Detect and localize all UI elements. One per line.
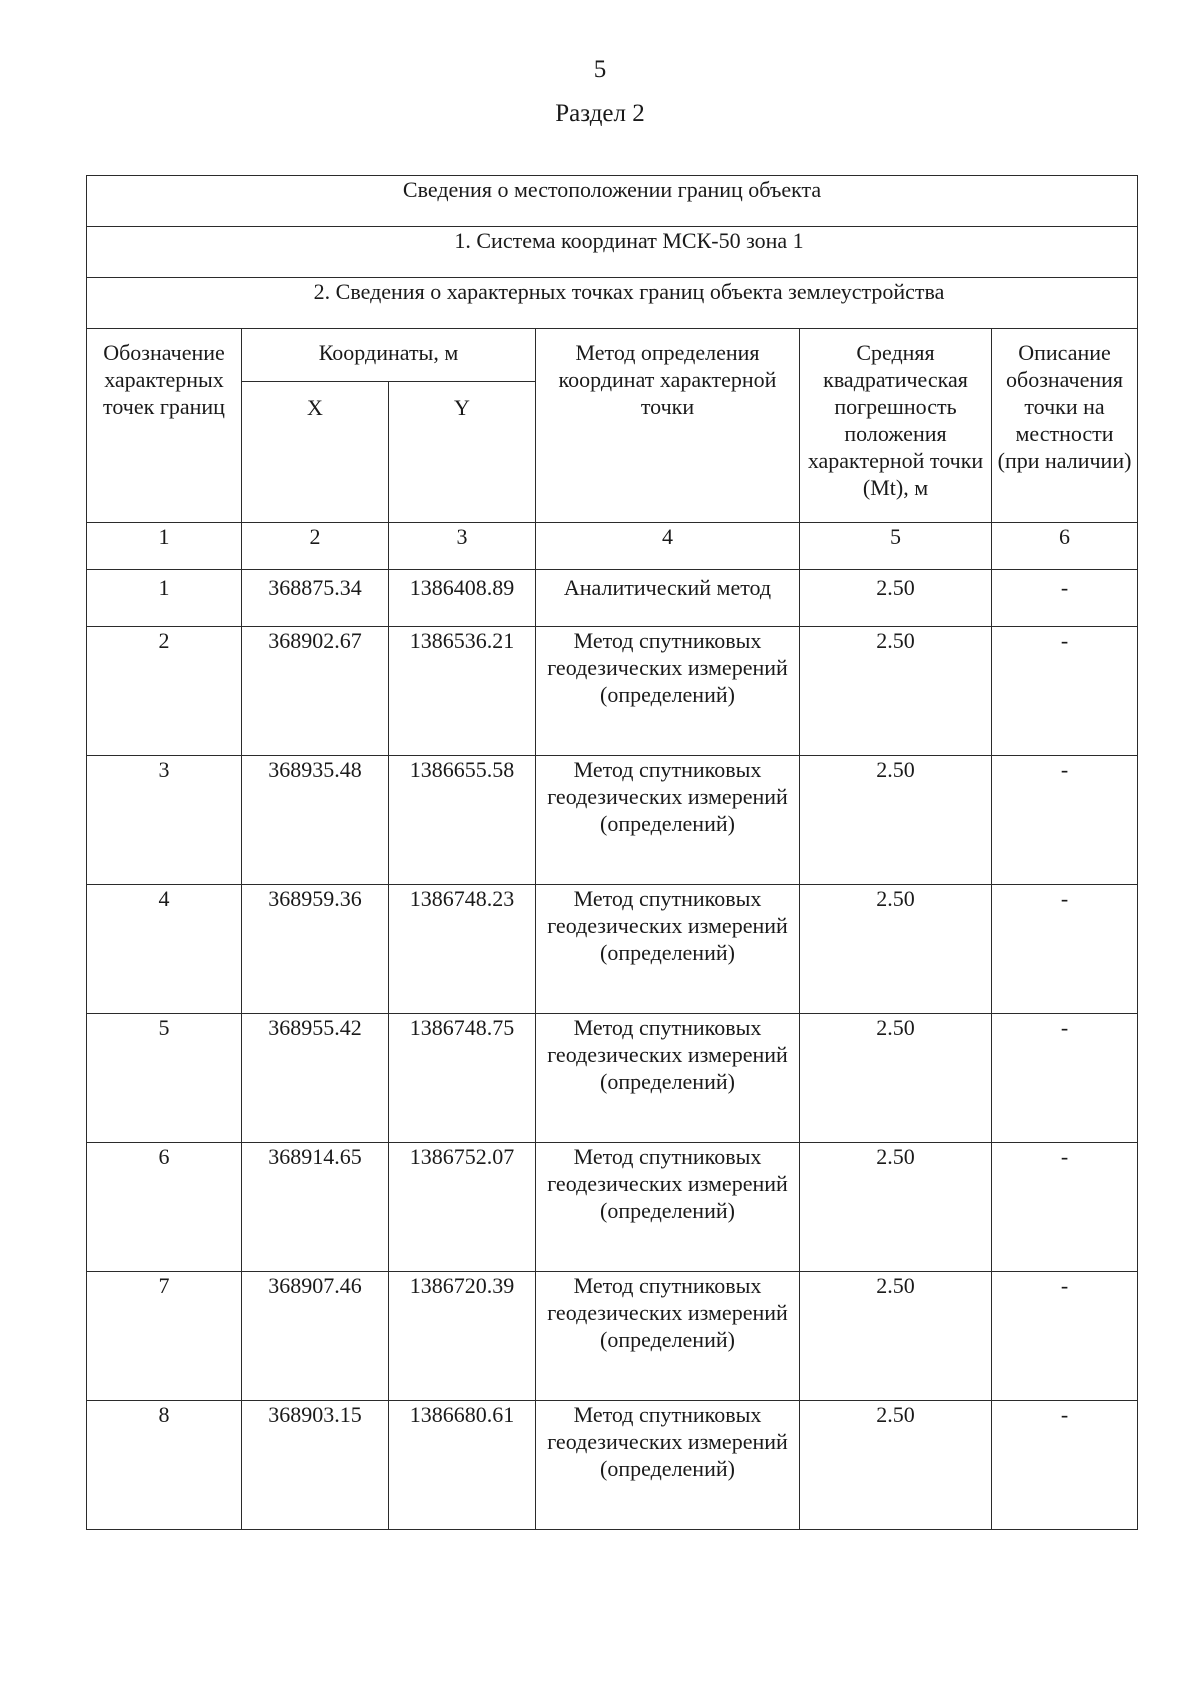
- column-number: 1: [87, 523, 242, 570]
- header-method: Метод определения координат характерной точки: [536, 329, 800, 523]
- description-cell: -: [992, 1143, 1138, 1272]
- column-number: 4: [536, 523, 800, 570]
- y-cell: 1386536.21: [389, 627, 536, 756]
- error-cell: 2.50: [800, 1401, 992, 1530]
- y-cell: 1386748.75: [389, 1014, 536, 1143]
- point-cell: 2: [87, 627, 242, 756]
- table-caption: Сведения о местоположении границ объекта: [87, 176, 1138, 227]
- description-cell: -: [992, 1401, 1138, 1530]
- method-cell: Метод спутниковых геодезических измерений (определений): [536, 1401, 800, 1530]
- x-cell: 368907.46: [242, 1272, 389, 1401]
- x-cell: 368955.42: [242, 1014, 389, 1143]
- points-info: 2. Сведения о характерных точках границ объекта землеустройства: [87, 278, 1138, 329]
- table-row: [87, 1401, 1138, 1530]
- y-cell: 1386748.23: [389, 885, 536, 1014]
- section-title: Раздел 2: [555, 100, 645, 127]
- coordinate-system: 1. Система координат МСК-50 зона 1: [87, 227, 1138, 278]
- header-y: Y: [389, 382, 536, 523]
- page-number: 5: [593, 56, 607, 83]
- error-cell: 2.50: [800, 627, 992, 756]
- table-row: [87, 1143, 1138, 1272]
- y-cell: 1386720.39: [389, 1272, 536, 1401]
- error-cell: 2.50: [800, 756, 992, 885]
- header-coordinates: Координаты, м: [242, 329, 536, 382]
- x-cell: 368875.34: [242, 570, 389, 627]
- table-row: [87, 627, 1138, 756]
- column-number: 6: [992, 523, 1138, 570]
- method-cell: Метод спутниковых геодезических измерений (определений): [536, 756, 800, 885]
- point-cell: 4: [87, 885, 242, 1014]
- table-row: [87, 1272, 1138, 1401]
- y-cell: 1386752.07: [389, 1143, 536, 1272]
- point-cell: 5: [87, 1014, 242, 1143]
- x-cell: 368903.15: [242, 1401, 389, 1530]
- column-number: 5: [800, 523, 992, 570]
- x-cell: 368935.48: [242, 756, 389, 885]
- y-cell: 1386655.58: [389, 756, 536, 885]
- description-cell: -: [992, 570, 1138, 627]
- description-cell: -: [992, 1014, 1138, 1143]
- x-cell: 368959.36: [242, 885, 389, 1014]
- method-cell: Метод спутниковых геодезических измерений (определений): [536, 1272, 800, 1401]
- table-row: [87, 885, 1138, 1014]
- point-cell: 7: [87, 1272, 242, 1401]
- method-cell: Метод спутниковых геодезических измерений (определений): [536, 885, 800, 1014]
- boundary-points-table: [86, 175, 1138, 1530]
- point-cell: 1: [87, 570, 242, 627]
- column-number: 2: [242, 523, 389, 570]
- table-row: [87, 756, 1138, 885]
- table-row: [87, 1014, 1138, 1143]
- method-cell: Аналитический метод: [536, 570, 800, 627]
- header-error: Средняя квадратическая погрешность положения характерной точки (Mt), м: [800, 329, 992, 523]
- error-cell: 2.50: [800, 570, 992, 627]
- point-cell: 8: [87, 1401, 242, 1530]
- column-number-row: [87, 523, 1138, 570]
- method-cell: Метод спутниковых геодезических измерений (определений): [536, 1143, 800, 1272]
- description-cell: -: [992, 1272, 1138, 1401]
- method-cell: Метод спутниковых геодезических измерений (определений): [536, 627, 800, 756]
- error-cell: 2.50: [800, 1143, 992, 1272]
- table-row: [87, 570, 1138, 627]
- y-cell: 1386680.61: [389, 1401, 536, 1530]
- error-cell: 2.50: [800, 1272, 992, 1401]
- x-cell: 368914.65: [242, 1143, 389, 1272]
- method-cell: Метод спутниковых геодезических измерений (определений): [536, 1014, 800, 1143]
- description-cell: -: [992, 756, 1138, 885]
- x-cell: 368902.67: [242, 627, 389, 756]
- header-point-designation: Обозначение характерных точек границ: [87, 329, 242, 523]
- column-number: 3: [389, 523, 536, 570]
- error-cell: 2.50: [800, 885, 992, 1014]
- error-cell: 2.50: [800, 1014, 992, 1143]
- header-description: Описание обозначения точки на местности (при наличии): [992, 329, 1138, 523]
- description-cell: -: [992, 627, 1138, 756]
- header-x: X: [242, 382, 389, 523]
- point-cell: 3: [87, 756, 242, 885]
- description-cell: -: [992, 885, 1138, 1014]
- point-cell: 6: [87, 1143, 242, 1272]
- y-cell: 1386408.89: [389, 570, 536, 627]
